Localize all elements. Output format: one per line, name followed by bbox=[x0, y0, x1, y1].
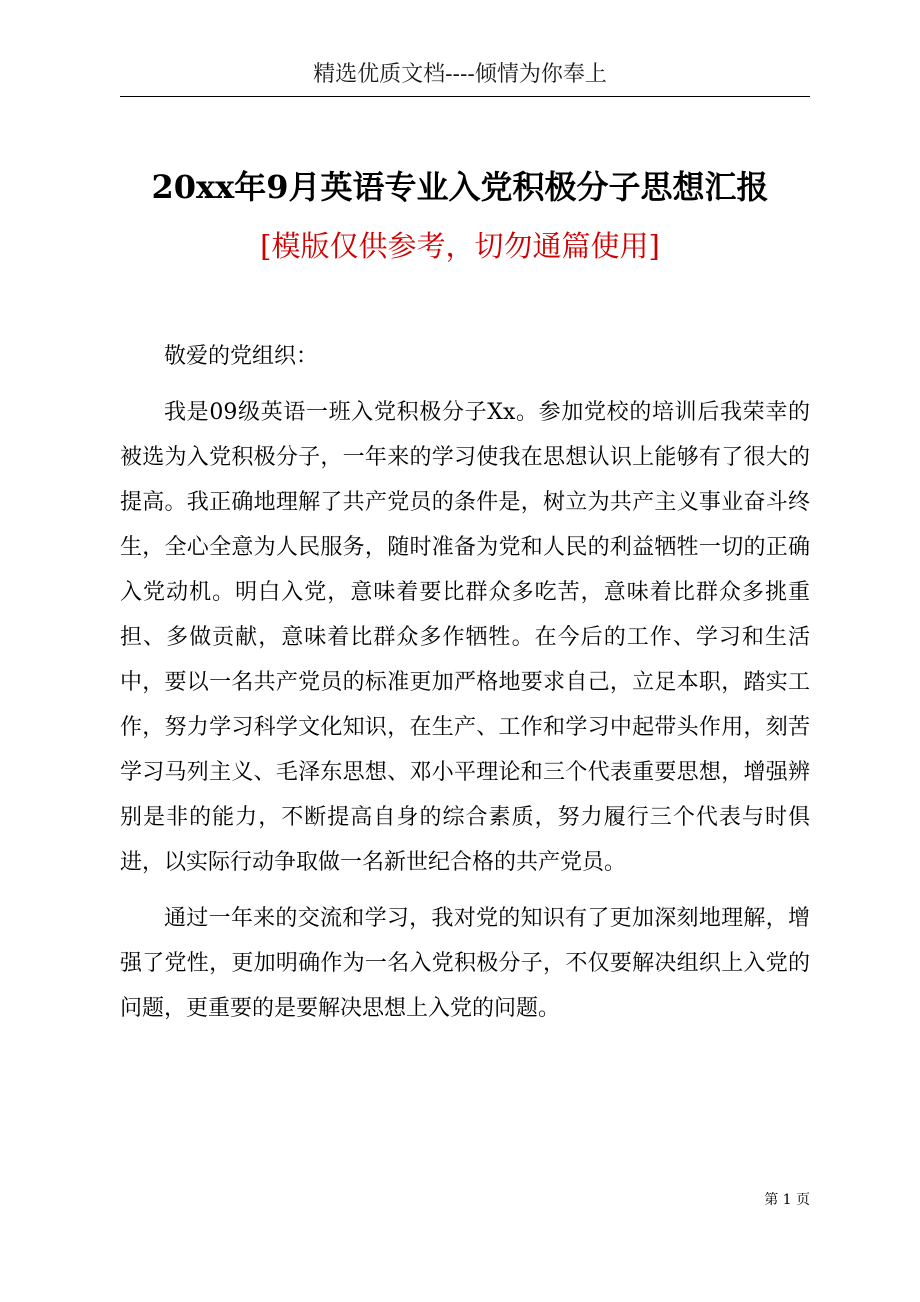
document-body bbox=[120, 334, 810, 1031]
document-subtitle: [模版仅供参考，切勿通篇使用] bbox=[260, 229, 660, 263]
document-title: 20xx年9月英语专业入党积极分子思想汇报 bbox=[151, 168, 769, 206]
salutation: 敬爱的党组织： bbox=[164, 344, 319, 369]
page-header: 精选优质文档----倾情为你奉上 bbox=[313, 62, 607, 87]
header-divider bbox=[120, 96, 810, 97]
body-paragraph: 通过一年来的交流和学习，我对党的知识有了更加深刻地理解，增强了党性，更加明确作为一名入党积极分子，不仅要解决组织上入党的问题，更重要的是要解决思想上入党的问题。 bbox=[120, 906, 810, 1021]
page-number: 第 1 页 bbox=[764, 1192, 810, 1208]
body-paragraph: 我是09级英语一班入党积极分子Xx。参加党校的培训后我荣幸的被选为入党积极分子，一年来的学习使我在思想认识上能够有了很大的提高。我正确地理解了共产党员的条件是，树立为共产主义事业奋斗终生，全心全意为人民服务，随时准备为党和人民的利益牺牲一切的正确入党动机。明白入党，意味着要比群众多吃苦，意味着比群众多挑重担、多做贡献，意味着比群众多作牺牲。在今后的工作、学习和生活中，要以一名共产党员的标准更加严格地要求自己，立足本职，踏实工作，努力学习科学文化知识，在生产、工作和学习中起带头作用，刻苦学习马列主义、毛泽东思想、邓小平理论和三个代表重要思想，增强辨别是非的能力，不断提高自身的综合素质，努力履行三个代表与时俱进，以实际行动争取做一名新世纪合格的共产党员。 bbox=[120, 400, 810, 875]
